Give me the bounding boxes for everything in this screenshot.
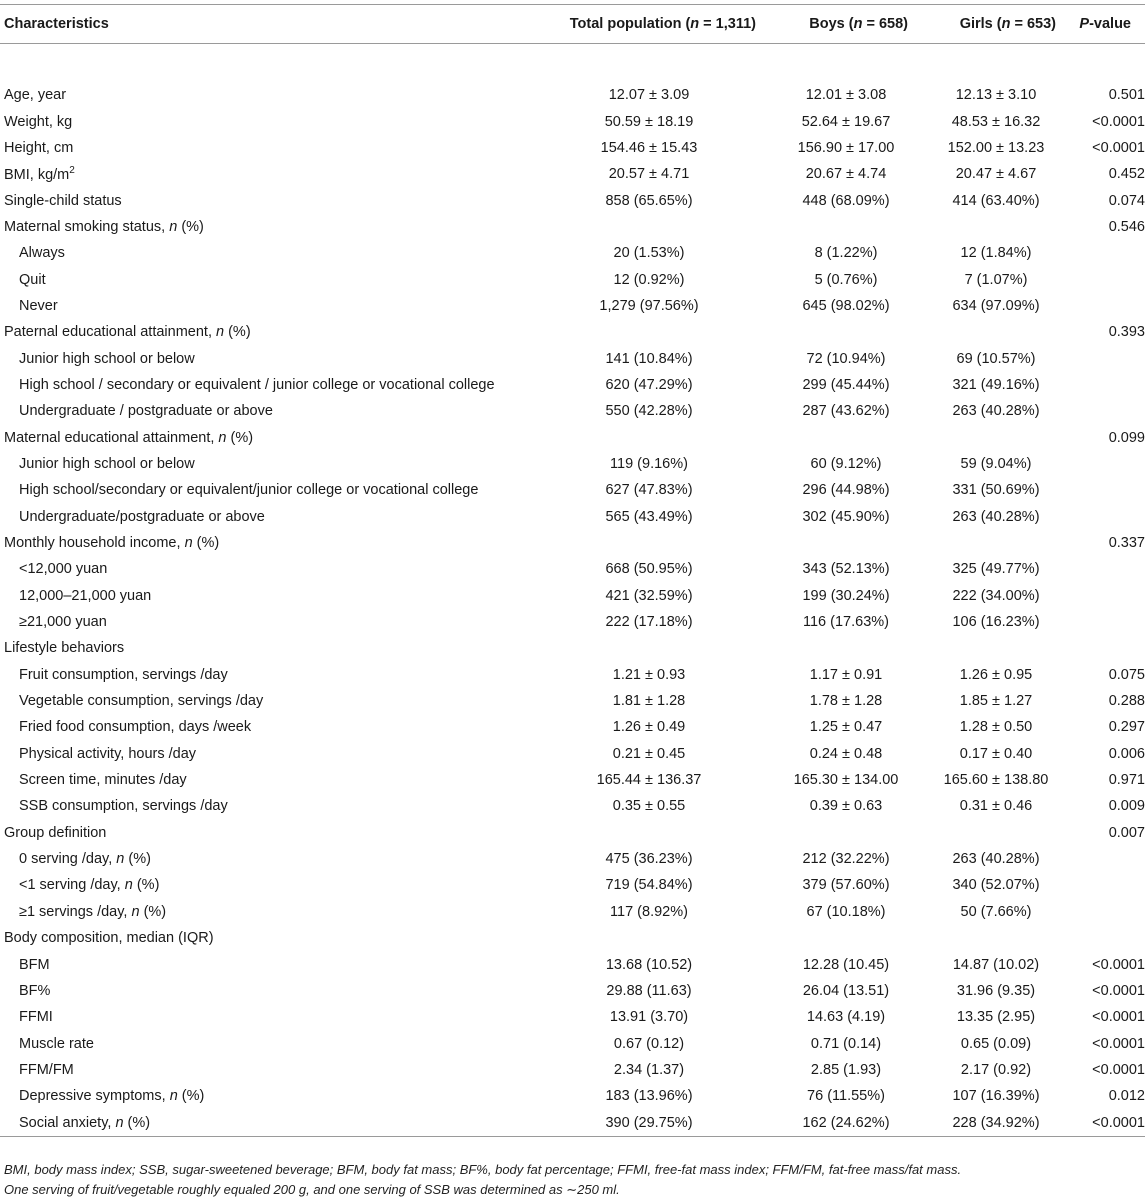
cell-pvalue: <0.0001 <box>1092 956 1145 973</box>
cell-girls: 59 (9.04%) <box>960 455 1032 472</box>
table-header <box>0 5 1145 44</box>
cell-total <box>528 214 770 240</box>
cell-pvalue: 0.971 <box>1108 772 1145 789</box>
row-label: FFM/FM <box>19 1061 74 1078</box>
cell-girls: 414 (63.40%) <box>952 192 1040 209</box>
row-label: Muscle rate <box>19 1035 94 1052</box>
cell-boys: 156.90 ± 17.00 <box>797 139 895 156</box>
cell-boys: 0.39 ± 0.63 <box>809 798 883 815</box>
cell-pvalue: 0.288 <box>1108 693 1145 710</box>
cell-girls <box>922 635 1070 661</box>
table-row <box>0 1004 1145 1030</box>
row-label: Lifestyle behaviors <box>4 640 125 657</box>
cell-girls: 321 (49.16%) <box>952 376 1040 393</box>
cell-pvalue <box>1070 345 1145 371</box>
cell-boys: 287 (43.62%) <box>802 403 890 420</box>
cell-pvalue: <0.0001 <box>1070 1109 1145 1136</box>
cell-girls <box>922 424 1070 450</box>
table-row <box>0 477 1145 503</box>
row-label: FFMI <box>19 1009 53 1026</box>
cell-pvalue <box>1070 846 1145 872</box>
cell-girls: 340 (52.07%) <box>952 877 1040 894</box>
cell-total: 20 (1.53%) <box>613 245 685 262</box>
row-label: 0 serving /day, n (%) <box>19 851 151 868</box>
cell-total: 12 (0.92%) <box>613 271 685 288</box>
table-row <box>0 424 1145 450</box>
cell-pvalue: <0.0001 <box>1092 1061 1145 1078</box>
cell-girls: 12.13 ± 3.10 <box>955 87 1037 104</box>
cell-girls <box>922 319 1070 345</box>
cell-girls: 263 (40.28%) <box>952 403 1040 420</box>
row-label: BF% <box>19 982 51 999</box>
cell-girls: 2.17 (0.92) <box>960 1061 1032 1078</box>
footnote-abbreviations: BMI, body mass index; SSB, sugar-sweetened beverage; BFM, body fat mass; BF%, body fat percentage; FFMI, free-fat mass index; FFM/FM, fat-free mass/fat mass. <box>4 1162 962 1177</box>
cell-girls: 31.96 (9.35) <box>956 982 1036 999</box>
row-label: <1 serving /day, n (%) <box>19 877 160 894</box>
cell-total: 0.21 ± 0.45 <box>612 745 686 762</box>
row-label: Age, year <box>4 87 67 104</box>
cell-boys: 645 (98.02%) <box>802 297 890 314</box>
cell-boys <box>770 530 922 556</box>
cell-pvalue: 0.007 <box>1108 824 1145 841</box>
table-row <box>0 688 1145 714</box>
cell-total: 13.68 (10.52) <box>605 956 693 973</box>
cell-girls <box>922 925 1070 951</box>
cell-girls: 634 (97.09%) <box>952 297 1040 314</box>
cell-pvalue: <0.0001 <box>1092 1009 1145 1026</box>
row-label: Height, cm <box>4 139 74 156</box>
cell-pvalue: 0.009 <box>1108 798 1145 815</box>
table-footnotes <box>4 1160 1139 1200</box>
cell-total: 117 (8.92%) <box>610 903 688 920</box>
cell-girls: 0.17 ± 0.40 <box>959 745 1033 762</box>
cell-boys: 343 (52.13%) <box>802 561 890 578</box>
table-row <box>0 240 1145 266</box>
cell-boys: 1.25 ± 0.47 <box>809 719 883 736</box>
table-row <box>0 293 1145 319</box>
row-label: Social anxiety, n (%) <box>0 1109 528 1136</box>
cell-pvalue: 0.393 <box>1108 324 1145 341</box>
cell-boys: 199 (30.24%) <box>802 587 890 604</box>
cell-pvalue: 0.297 <box>1108 719 1145 736</box>
table-row <box>0 319 1145 345</box>
cell-pvalue <box>1070 266 1145 292</box>
table-row <box>0 187 1145 213</box>
cell-total: 119 (9.16%) <box>610 455 688 472</box>
cell-total <box>528 820 770 846</box>
table-row <box>0 1083 1145 1109</box>
cell-girls: 69 (10.57%) <box>956 350 1036 367</box>
cell-boys <box>770 319 922 345</box>
cell-total: 1.81 ± 1.28 <box>612 693 686 710</box>
cell-pvalue: 0.501 <box>1108 87 1145 104</box>
cell-boys: 162 (24.62%) <box>770 1109 922 1136</box>
table-row <box>0 583 1145 609</box>
cell-total: 0.35 ± 0.55 <box>612 798 686 815</box>
cell-total: 719 (54.84%) <box>605 877 693 894</box>
row-label: Body composition, median (IQR) <box>4 930 214 947</box>
cell-girls: 1.85 ± 1.27 <box>959 693 1033 710</box>
cell-total: 668 (50.95%) <box>605 561 693 578</box>
cell-boys: 12.28 (10.45) <box>802 956 890 973</box>
row-label: <12,000 yuan <box>19 561 108 578</box>
table-row <box>0 1057 1145 1083</box>
cell-pvalue: <0.0001 <box>1092 982 1145 999</box>
cell-total: 154.46 ± 15.43 <box>600 139 698 156</box>
cell-girls: 107 (16.39%) <box>952 1088 1040 1105</box>
table-row <box>0 345 1145 371</box>
cell-total: 627 (47.83%) <box>605 482 693 499</box>
table-row <box>0 951 1145 977</box>
table-row <box>0 266 1145 292</box>
cell-total: 222 (17.18%) <box>605 614 693 631</box>
cell-boys: 67 (10.18%) <box>806 903 886 920</box>
cell-total: 421 (32.59%) <box>605 587 693 604</box>
cell-total: 2.34 (1.37) <box>613 1061 685 1078</box>
table-row <box>0 662 1145 688</box>
cell-girls: 228 (34.92%) <box>922 1109 1070 1136</box>
cell-pvalue: <0.0001 <box>1092 113 1145 130</box>
table-row <box>0 741 1145 767</box>
row-label: Single-child status <box>4 192 122 209</box>
cell-pvalue <box>1070 609 1145 635</box>
row-label: Never <box>19 297 58 314</box>
cell-boys <box>770 424 922 450</box>
cell-boys: 52.64 ± 19.67 <box>801 113 891 130</box>
characteristics-table <box>0 4 1145 1137</box>
cell-pvalue <box>1070 504 1145 530</box>
cell-girls: 48.53 ± 16.32 <box>951 113 1041 130</box>
row-label: Vegetable consumption, servings /day <box>19 693 264 710</box>
row-label: Group definition <box>4 824 107 841</box>
header-characteristics: Characteristics <box>0 5 528 44</box>
row-label: Monthly household income, n (%) <box>4 535 220 552</box>
cell-pvalue <box>1070 398 1145 424</box>
table-row <box>0 1109 1145 1136</box>
table-row <box>0 504 1145 530</box>
table-row <box>0 872 1145 898</box>
table-row <box>0 556 1145 582</box>
cell-total: 858 (65.65%) <box>605 192 693 209</box>
cell-total: 390 (29.75%) <box>528 1109 770 1136</box>
cell-girls: 165.60 ± 138.80 <box>943 772 1049 789</box>
cell-boys: 0.24 ± 0.48 <box>809 745 883 762</box>
cell-girls <box>922 820 1070 846</box>
cell-total: 1.26 ± 0.49 <box>612 719 686 736</box>
cell-pvalue <box>1070 556 1145 582</box>
cell-pvalue: 0.546 <box>1108 218 1145 235</box>
cell-total: 550 (42.28%) <box>605 403 693 420</box>
cell-girls: 50 (7.66%) <box>960 903 1032 920</box>
cell-boys: 1.17 ± 0.91 <box>809 666 883 683</box>
cell-boys: 8 (1.22%) <box>814 245 878 262</box>
cell-boys: 0.71 (0.14) <box>810 1035 882 1052</box>
row-label: SSB consumption, servings /day <box>19 798 228 815</box>
row-label: ≥21,000 yuan <box>19 614 107 631</box>
row-label: Depressive symptoms, n (%) <box>19 1088 205 1105</box>
cell-boys: 20.67 ± 4.74 <box>805 166 887 183</box>
cell-girls: 106 (16.23%) <box>952 614 1040 631</box>
cell-total: 13.91 (3.70) <box>609 1009 689 1026</box>
table-row <box>0 372 1145 398</box>
cell-total: 1.21 ± 0.93 <box>612 666 686 683</box>
row-label: High school / secondary or equivalent / junior college or vocational college <box>19 376 495 393</box>
table-row <box>0 714 1145 740</box>
cell-girls: 263 (40.28%) <box>952 508 1040 525</box>
cell-pvalue: 0.337 <box>1108 535 1145 552</box>
row-label: Screen time, minutes /day <box>19 772 187 789</box>
row-label: Junior high school or below <box>19 350 195 367</box>
cell-pvalue: 0.012 <box>1108 1088 1145 1105</box>
table-row <box>0 1030 1145 1056</box>
cell-total <box>528 319 770 345</box>
cell-girls: 152.00 ± 13.23 <box>947 139 1045 156</box>
cell-pvalue <box>1070 240 1145 266</box>
table-row <box>0 214 1145 240</box>
cell-pvalue: <0.0001 <box>1092 139 1145 156</box>
table-row <box>0 82 1145 108</box>
cell-total: 20.57 ± 4.71 <box>608 166 690 183</box>
table-row <box>0 846 1145 872</box>
table-row <box>0 767 1145 793</box>
cell-pvalue <box>1070 372 1145 398</box>
cell-total <box>528 925 770 951</box>
cell-boys: 76 (11.55%) <box>807 1088 885 1105</box>
cell-pvalue: 0.006 <box>1108 745 1145 762</box>
cell-boys <box>770 925 922 951</box>
header-girls: Girls (n = 653) <box>922 5 1070 44</box>
table-row <box>0 398 1145 424</box>
cell-total <box>528 424 770 450</box>
row-label: 12,000–21,000 yuan <box>19 587 152 604</box>
row-label: Undergraduate / postgraduate or above <box>19 403 273 420</box>
cell-girls: 222 (34.00%) <box>952 587 1040 604</box>
cell-total: 475 (36.23%) <box>605 851 693 868</box>
cell-girls: 1.28 ± 0.50 <box>959 719 1033 736</box>
row-label: Physical activity, hours /day <box>19 745 197 762</box>
cell-girls: 0.65 (0.09) <box>960 1035 1032 1052</box>
cell-boys: 5 (0.76%) <box>814 271 878 288</box>
cell-pvalue <box>1070 451 1145 477</box>
row-label: BFM <box>19 956 50 973</box>
cell-total: 12.07 ± 3.09 <box>608 87 690 104</box>
cell-total: 141 (10.84%) <box>605 350 693 367</box>
cell-total: 1,279 (97.56%) <box>599 297 699 314</box>
cell-boys: 26.04 (13.51) <box>802 982 890 999</box>
cell-total: 0.67 (0.12) <box>613 1035 685 1052</box>
cell-boys: 299 (45.44%) <box>802 376 890 393</box>
cell-pvalue: <0.0001 <box>1092 1035 1145 1052</box>
cell-boys: 302 (45.90%) <box>802 508 890 525</box>
cell-pvalue: 0.075 <box>1108 666 1145 683</box>
row-label: High school/secondary or equivalent/junior college or vocational college <box>19 482 479 499</box>
table-row <box>0 793 1145 819</box>
row-label: Undergraduate/postgraduate or above <box>19 508 265 525</box>
cell-boys: 379 (57.60%) <box>802 877 890 894</box>
cell-girls <box>922 214 1070 240</box>
cell-girls: 12 (1.84%) <box>960 245 1032 262</box>
table-row <box>0 451 1145 477</box>
cell-total: 183 (13.96%) <box>605 1088 693 1105</box>
cell-pvalue: 0.452 <box>1108 166 1145 183</box>
cell-girls <box>922 530 1070 556</box>
cell-pvalue <box>1070 635 1145 661</box>
cell-boys: 448 (68.09%) <box>802 192 890 209</box>
table-row <box>0 609 1145 635</box>
table-row <box>0 135 1145 161</box>
cell-total: 29.88 (11.63) <box>606 982 692 999</box>
cell-pvalue <box>1070 293 1145 319</box>
cell-boys: 165.30 ± 134.00 <box>793 772 899 789</box>
cell-boys: 14.63 (4.19) <box>806 1009 886 1026</box>
cell-girls: 263 (40.28%) <box>952 851 1040 868</box>
cell-pvalue <box>1070 477 1145 503</box>
row-label: Always <box>19 245 65 262</box>
cell-total <box>528 635 770 661</box>
table-row <box>0 635 1145 661</box>
row-label: Quit <box>19 271 46 288</box>
row-label: Fried food consumption, days /week <box>19 719 252 736</box>
cell-girls: 331 (50.69%) <box>952 482 1040 499</box>
row-label: ≥1 servings /day, n (%) <box>19 903 167 920</box>
cell-boys: 2.85 (1.93) <box>810 1061 882 1078</box>
table-row <box>0 925 1145 951</box>
row-label: Fruit consumption, servings /day <box>19 666 228 683</box>
table-row <box>0 978 1145 1004</box>
cell-pvalue <box>1070 872 1145 898</box>
cell-boys: 12.01 ± 3.08 <box>805 87 887 104</box>
cell-girls: 325 (49.77%) <box>952 561 1040 578</box>
header-pvalue: P-value <box>1070 5 1145 44</box>
row-label: Maternal smoking status, n (%) <box>4 218 204 235</box>
row-label: Junior high school or below <box>19 455 195 472</box>
cell-boys: 116 (17.63%) <box>803 614 889 631</box>
header-boys: Boys (n = 658) <box>770 5 922 44</box>
row-label: Weight, kg <box>4 113 73 130</box>
table-row <box>0 530 1145 556</box>
cell-pvalue <box>1070 925 1145 951</box>
cell-girls: 14.87 (10.02) <box>952 956 1040 973</box>
cell-boys <box>770 214 922 240</box>
cell-girls: 1.26 ± 0.95 <box>959 666 1033 683</box>
cell-boys: 72 (10.94%) <box>806 350 886 367</box>
table-row <box>0 820 1145 846</box>
cell-total: 50.59 ± 18.19 <box>604 113 694 130</box>
footnote-serving: One serving of fruit/vegetable roughly equaled 200 g, and one serving of SSB was determined as ∼250 ml. <box>4 1182 620 1197</box>
table-body <box>0 44 1145 1137</box>
cell-total: 165.44 ± 136.37 <box>596 772 702 789</box>
cell-pvalue: 0.074 <box>1108 192 1145 209</box>
cell-boys <box>770 820 922 846</box>
cell-pvalue: 0.099 <box>1108 429 1145 446</box>
cell-total: 620 (47.29%) <box>605 376 693 393</box>
row-label: Paternal educational attainment, n (%) <box>4 324 251 341</box>
cell-girls: 13.35 (2.95) <box>956 1009 1036 1026</box>
row-label: BMI, $kg/m^2$ <box>4 165 75 184</box>
table-row <box>0 899 1145 925</box>
cell-girls: 7 (1.07%) <box>964 271 1028 288</box>
cell-total <box>528 530 770 556</box>
cell-boys: 296 (44.98%) <box>802 482 890 499</box>
header-total: Total population (n = 1,311) <box>528 5 770 44</box>
cell-boys: 212 (32.22%) <box>802 851 890 868</box>
cell-boys: 1.78 ± 1.28 <box>809 693 883 710</box>
cell-pvalue <box>1070 899 1145 925</box>
table-row <box>0 161 1145 187</box>
cell-girls: 0.31 ± 0.46 <box>959 798 1033 815</box>
cell-pvalue <box>1070 583 1145 609</box>
cell-boys <box>770 635 922 661</box>
cell-girls: 20.47 ± 4.67 <box>955 166 1037 183</box>
row-label: Maternal educational attainment, n (%) <box>4 429 254 446</box>
cell-total: 565 (43.49%) <box>605 508 693 525</box>
table-row <box>0 108 1145 134</box>
cell-boys: 60 (9.12%) <box>810 455 882 472</box>
